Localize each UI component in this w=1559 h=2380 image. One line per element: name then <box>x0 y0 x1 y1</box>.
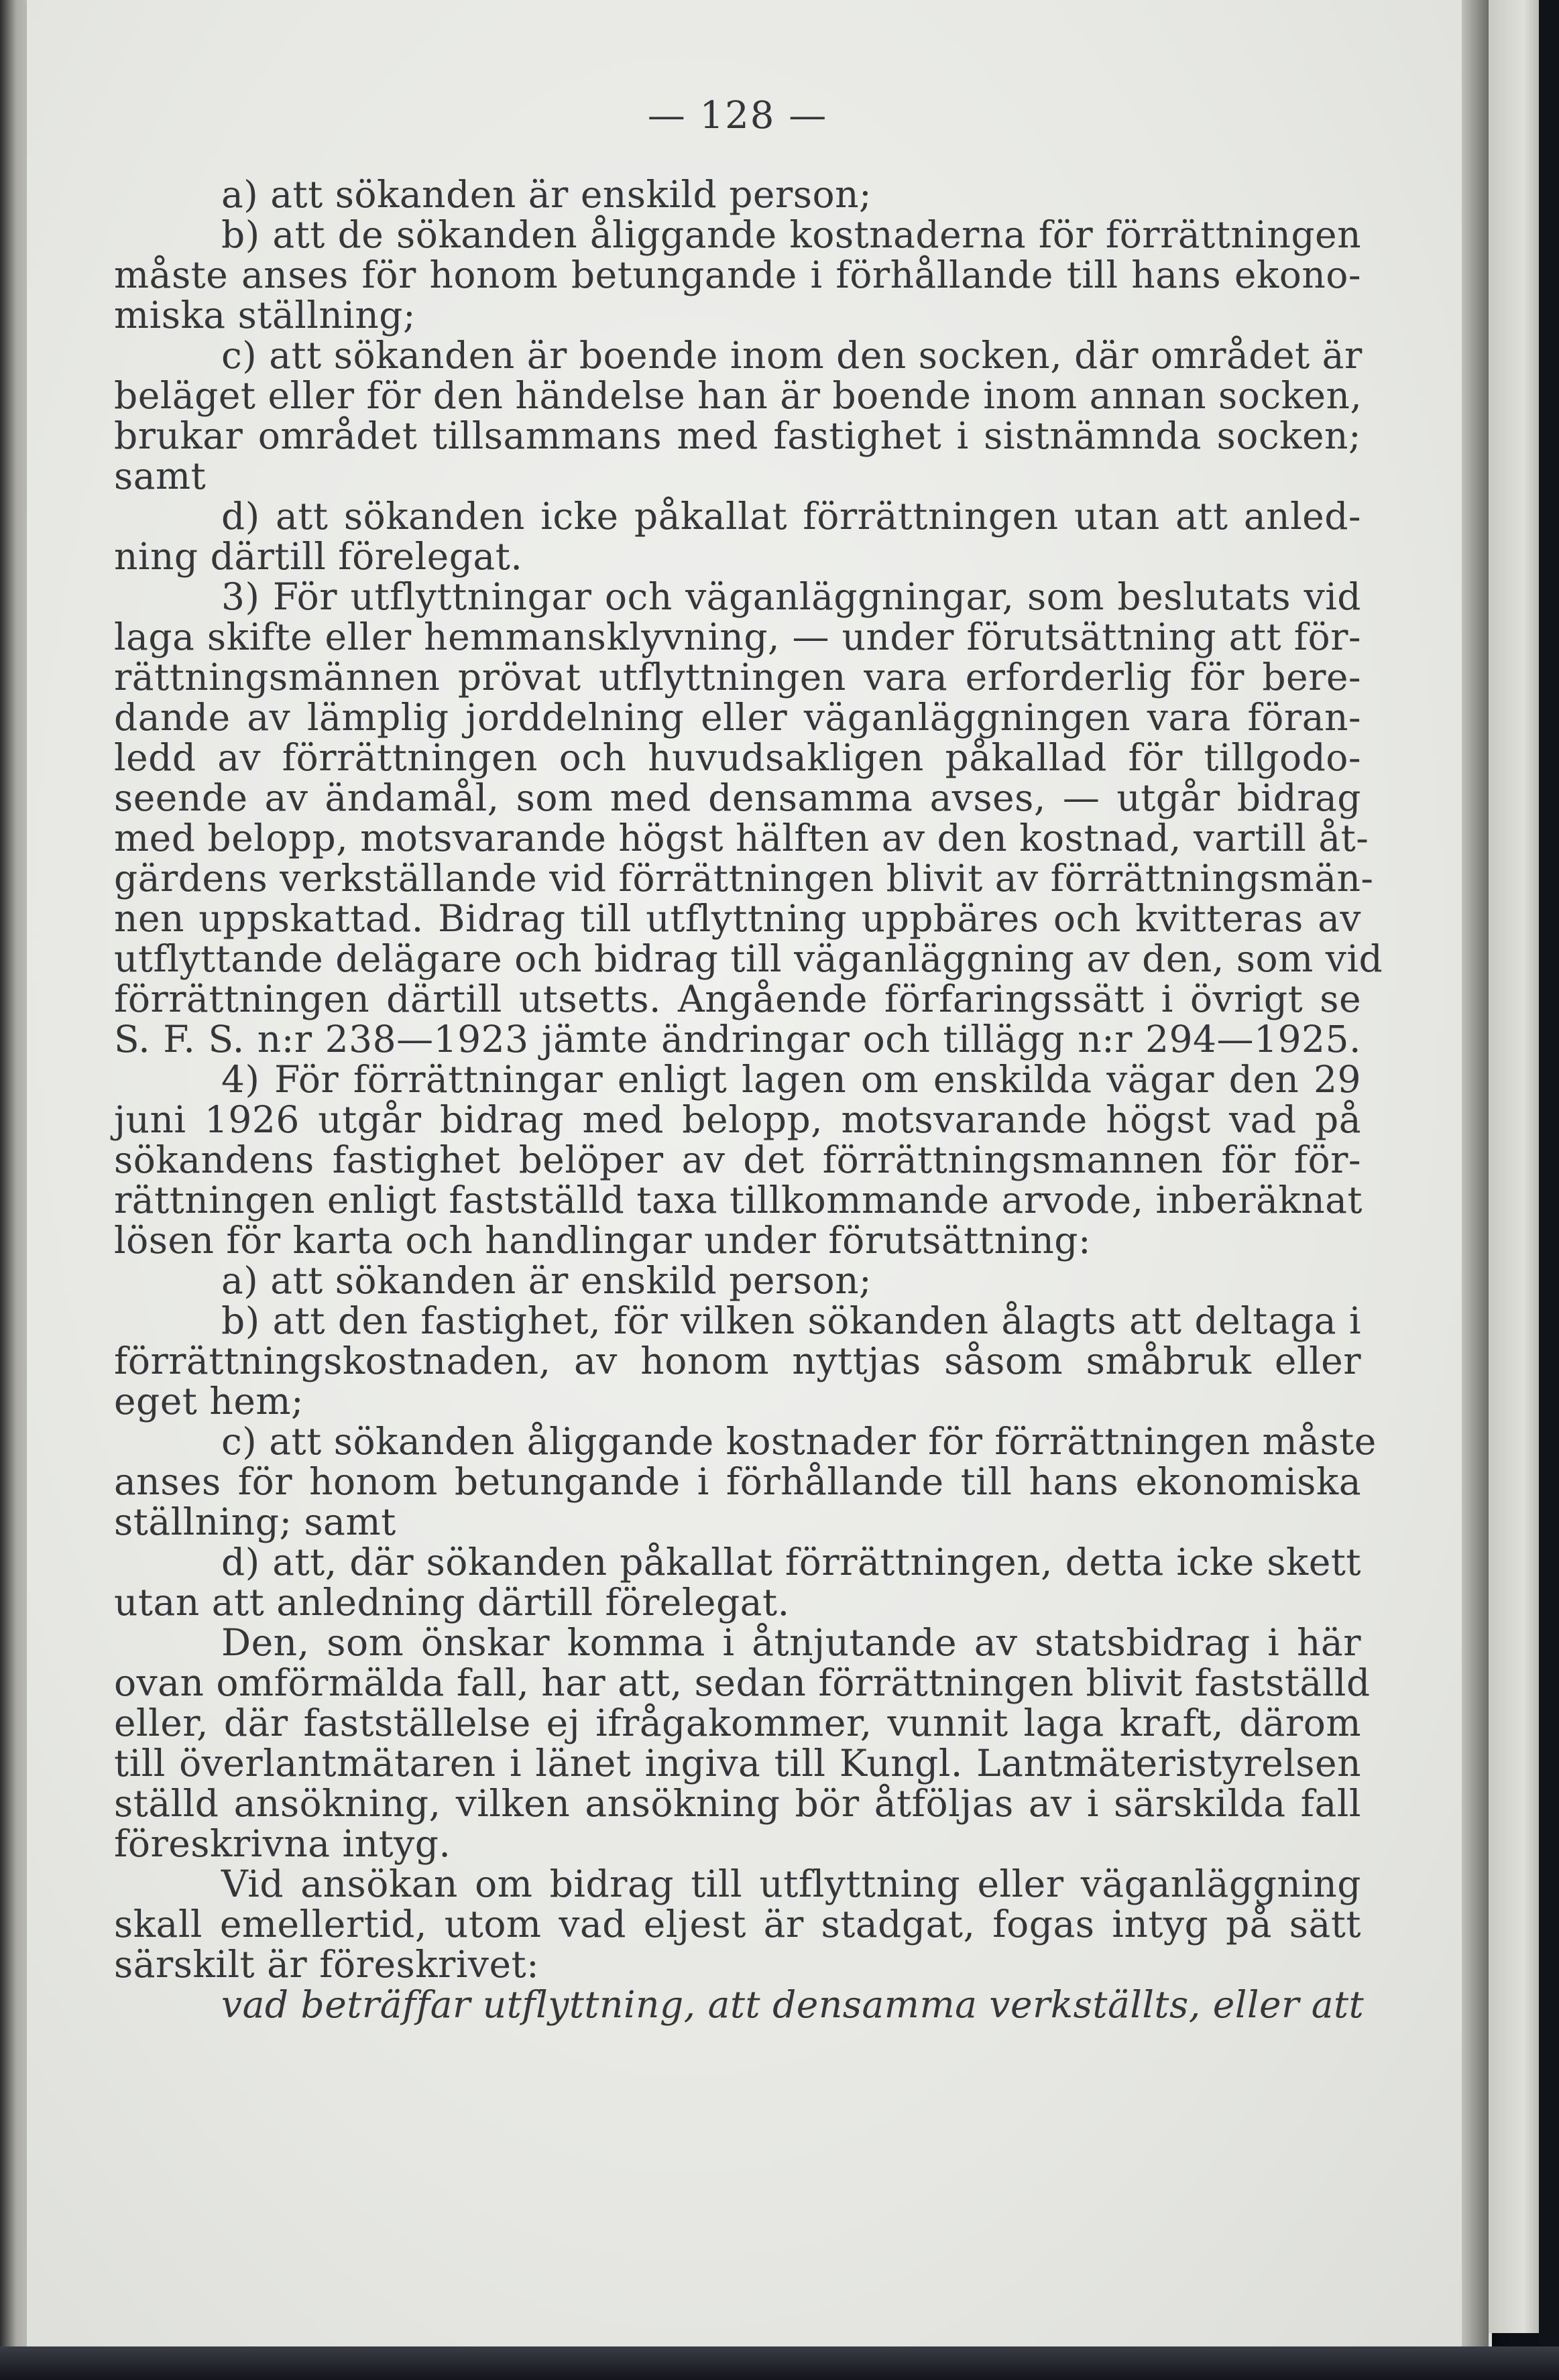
text-line: skall emellertid, utom vad eljest är stadgat, fogas intyg på sätt <box>114 1903 1361 1946</box>
text-line: b) att de sökanden åliggande kostnaderna för förrättningen <box>221 213 1361 256</box>
text-line: dande av lämplig jorddelning eller väganläggningen vara föran- <box>114 696 1361 739</box>
text-line: lösen för karta och handlingar under förutsättning: <box>114 1219 1092 1262</box>
text-line: juni 1926 utgår bidrag med belopp, motsvarande högst vad på <box>114 1098 1361 1141</box>
text-line: brukar området tillsammans med fastighet i sistnämnda socken; <box>114 414 1361 457</box>
body-text <box>114 173 1383 2026</box>
text-line: c) att sökanden är boende inom den socken, där området är <box>221 334 1363 377</box>
text-line: eget hem; <box>114 1380 304 1423</box>
text-line: 4) För förrättningar enligt lagen om enskilda vägar den 29 <box>221 1058 1361 1101</box>
text-line: 3) För utflyttningar och väganläggningar, som beslutats vid <box>221 575 1361 618</box>
text-line: miska ställning; <box>114 294 416 337</box>
text-line: Vid ansökan om bidrag till utflyttning eller väganläggning <box>221 1862 1361 1905</box>
text-line: förrättningskostnaden, av honom nyttjas såsom småbruk eller <box>114 1340 1361 1382</box>
text-line: ställd ansökning, vilken ansökning bör åtföljas av i särskilda fall <box>114 1782 1361 1825</box>
text-line: Den, som önskar komma i åtnjutande av statsbidrag i här <box>221 1621 1361 1664</box>
text-line: utan att anledning därtill förelegat. <box>114 1581 790 1624</box>
book-bottom-edge <box>0 2346 1559 2380</box>
text-line: a) att sökanden är enskild person; <box>221 173 872 216</box>
text-line: anses för honom betungande i förhållande till hans ekonomiska <box>114 1460 1361 1503</box>
text-line: nen uppskattad. Bidrag till utflyttning uppbäres och kvitteras av <box>114 897 1361 940</box>
text-line: måste anses för honom betungande i förhållande till hans ekono- <box>114 253 1361 296</box>
text-line: laga skifte eller hemmansklyvning, — under förutsättning att för- <box>114 615 1361 658</box>
text-line: a) att sökanden är enskild person; <box>221 1259 872 1302</box>
page-number: — 128 — <box>647 94 828 137</box>
text-line: S. F. S. n:r 238—1923 jämte ändringar och tillägg n:r 294—1925. <box>114 1018 1361 1061</box>
text-line: ovan omförmälda fall, har att, sedan förrättningen blivit fastställd <box>114 1661 1371 1704</box>
text-line: till överlantmätaren i länet ingiva till Kungl. Lantmäteristyrelsen <box>114 1742 1361 1785</box>
text-line: d) att, där sökanden påkallat förrättningen, detta icke skett <box>221 1541 1361 1584</box>
text-line: d) att sökanden icke påkallat förrättningen utan att anled- <box>221 495 1361 538</box>
text-line: ning därtill förelegat. <box>114 535 523 578</box>
text-line: vad beträffar utflyttning, att densamma verkställts, eller att <box>221 1983 1365 2026</box>
text-line: med belopp, motsvarande högst hälften av den kostnad, vartill åt- <box>114 817 1369 859</box>
text-line: beläget eller för den händelse han är boende inom annan socken, <box>114 374 1363 417</box>
text-line: ställning; samt <box>114 1500 396 1543</box>
text-line: ledd av förrättningen och huvudsakligen påkallad för tillgodo- <box>114 736 1361 779</box>
book-next-page-edge <box>1489 0 1539 2333</box>
text-line: särskilt är föreskrivet: <box>114 1943 540 1986</box>
text-line: b) att den fastighet, för vilken sökanden ålagts att deltaga i <box>221 1299 1361 1342</box>
book-gutter <box>1462 0 1489 2346</box>
text-line: sökandens fastighet belöper av det förrättningsmannen för för- <box>114 1138 1361 1181</box>
text-line: eller, där fastställelse ej ifrågakommer, vunnit laga kraft, därom <box>114 1702 1361 1744</box>
text-line: samt <box>114 455 207 497</box>
text-line: rättningen enligt fastställd taxa tillkommande arvode, inberäknat <box>114 1179 1363 1222</box>
text-line: c) att sökanden åliggande kostnader för förrättningen måste <box>221 1420 1377 1463</box>
background-right <box>1539 0 1559 2380</box>
text-line: föreskrivna intyg. <box>114 1822 451 1865</box>
text-line: förrättningen därtill utsetts. Angående förfaringssätt i övrigt se <box>114 977 1361 1020</box>
text-line: gärdens verkställande vid förrättningen blivit av förrättningsmän- <box>114 857 1374 900</box>
text-line: rättningsmännen prövat utflyttningen vara erforderlig för bere- <box>114 656 1361 699</box>
text-line: seende av ändamål, som med densamma avses, — utgår bidrag <box>114 776 1361 819</box>
text-line: utflyttande delägare och bidrag till väganläggning av den, som vid <box>114 937 1383 980</box>
